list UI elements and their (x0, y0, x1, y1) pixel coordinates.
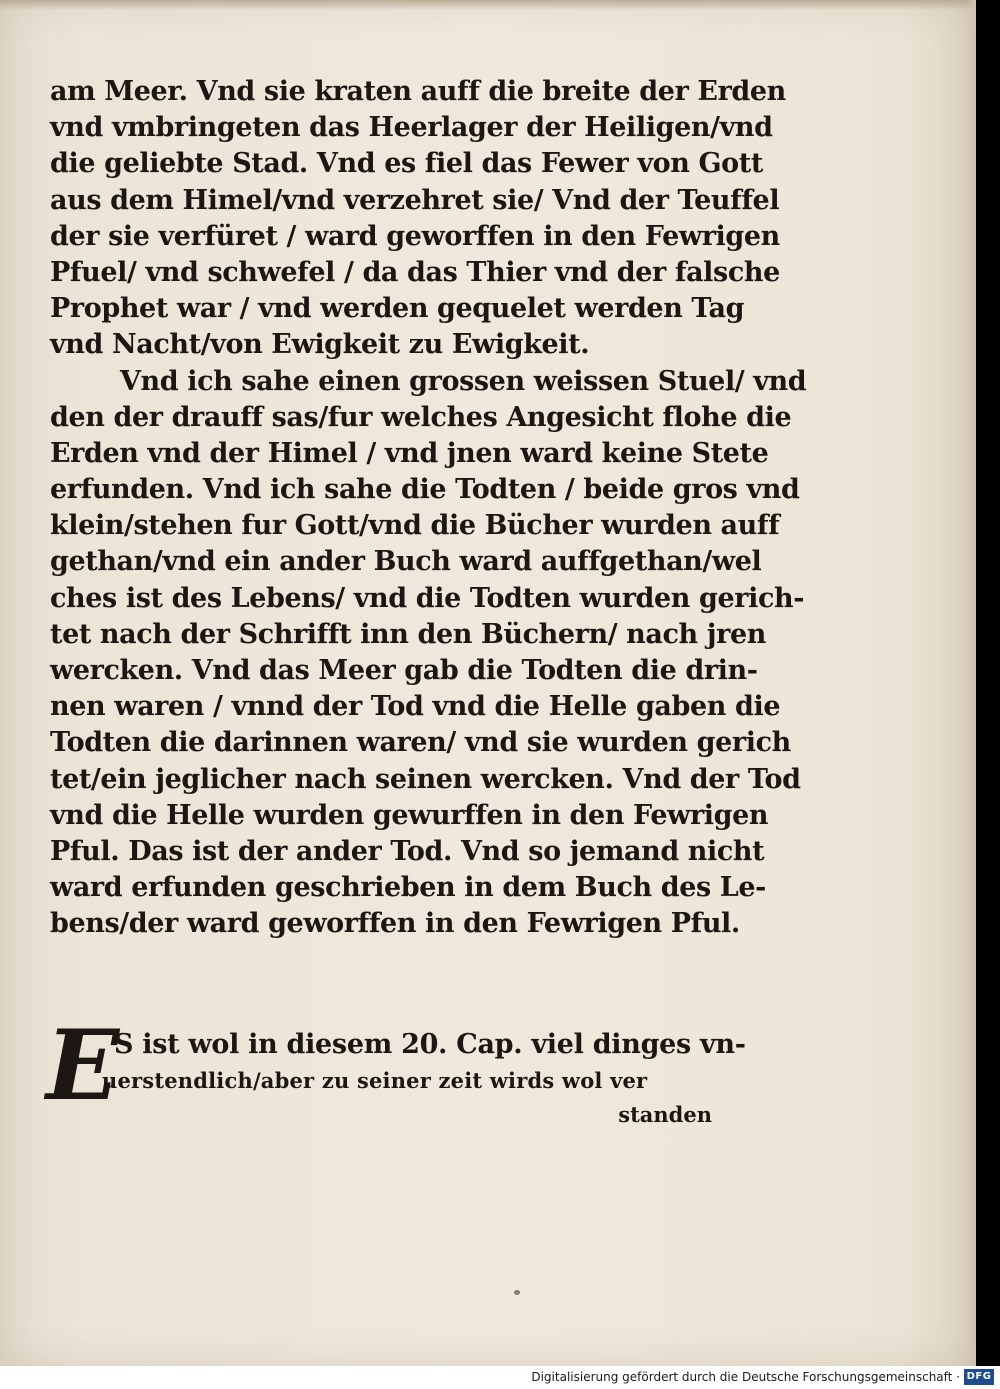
text-line: am Meer. Vnd sie kraten auff die breite der Erden (50, 76, 786, 107)
scripture-text (50, 74, 807, 943)
text-line: vnd Nacht/von Ewigkeit zu Ewigkeit. (50, 329, 590, 361)
page-right-shadow (966, 0, 976, 1366)
commentary-line: uerstendlich/aber zu seiner zeit wirds wol ver (102, 1068, 648, 1093)
text-line: tet nach der Schrifft inn den Büchern/ nach jren (50, 618, 766, 650)
text-line: vnd die Helle wurden gewurffen in den Fewrigen (50, 799, 769, 831)
text-line: Todten die darinnen waren/ vnd sie wurden gerich (50, 727, 791, 759)
text-line: ward erfunden geschrieben in dem Buch des Le- (50, 872, 766, 904)
text-line: Erden vnd der Himel / vnd jnen ward keine Stete (50, 437, 769, 469)
funding-credit: Digitalisierung gefördert durch die Deutsche Forschungsgemeinschaft · (531, 1370, 960, 1384)
text-line: gethan/vnd ein ander Buch ward auffgethan/wel (50, 546, 762, 578)
text-line: Pful. Das ist der ander Tod. Vnd so jemand nicht (50, 835, 765, 867)
text-line: erfunden. Vnd ich sahe die Todten / beide gros vnd (50, 474, 800, 506)
text-line: Pfuel/ vnd schwefel / da das Thier vnd der falsche (50, 256, 780, 288)
text-line: nen waren / vnnd der Tod vnd die Helle gaben die (50, 691, 781, 723)
commentary-line: S ist wol in diesem 20. Cap. viel dinges vn- (114, 1029, 746, 1060)
catchword: standen (618, 1102, 712, 1127)
paper-speck (514, 1290, 520, 1295)
text-line: vnd vmbringeten das Heerlager der Heiligen/vnd (50, 112, 773, 144)
text-line: aus dem Himel/vnd verzehret sie/ Vnd der Teuffel (50, 184, 780, 216)
dfg-logo: DFG (964, 1369, 994, 1385)
text-line: bens/der ward geworffen in den Fewrigen Pful. (50, 908, 740, 940)
text-line: den der drauff sas/fur welches Angesicht flohe die (50, 401, 792, 433)
text-line: klein/stehen fur Gott/vnd die Bücher wurden auff (50, 510, 780, 542)
text-line: ches ist des Lebens/ vnd die Todten wurden gerich- (50, 582, 805, 614)
text-line: der sie verfüret / ward geworffen in den Fewrigen (50, 220, 780, 252)
text-line: wercken. Vnd das Meer gab die Todten die drin- (50, 655, 758, 686)
text-line: Prophet war / vnd werden gequelet werden Tag (50, 293, 745, 325)
commentary-note (46, 1009, 746, 1134)
decorated-initial: E (46, 1009, 120, 1122)
page-top-shadow (0, 0, 976, 10)
text-line-paragraph-start: Vnd ich sahe einen grossen weissen Stuel/ vnd (120, 365, 807, 397)
digitization-footer (0, 1366, 1000, 1389)
text-line: tet/ein jeglicher nach seinen wercken. Vnd der Tod (50, 763, 801, 795)
text-line: die geliebte Stad. Vnd es fiel das Fewer von Gott (50, 148, 763, 180)
